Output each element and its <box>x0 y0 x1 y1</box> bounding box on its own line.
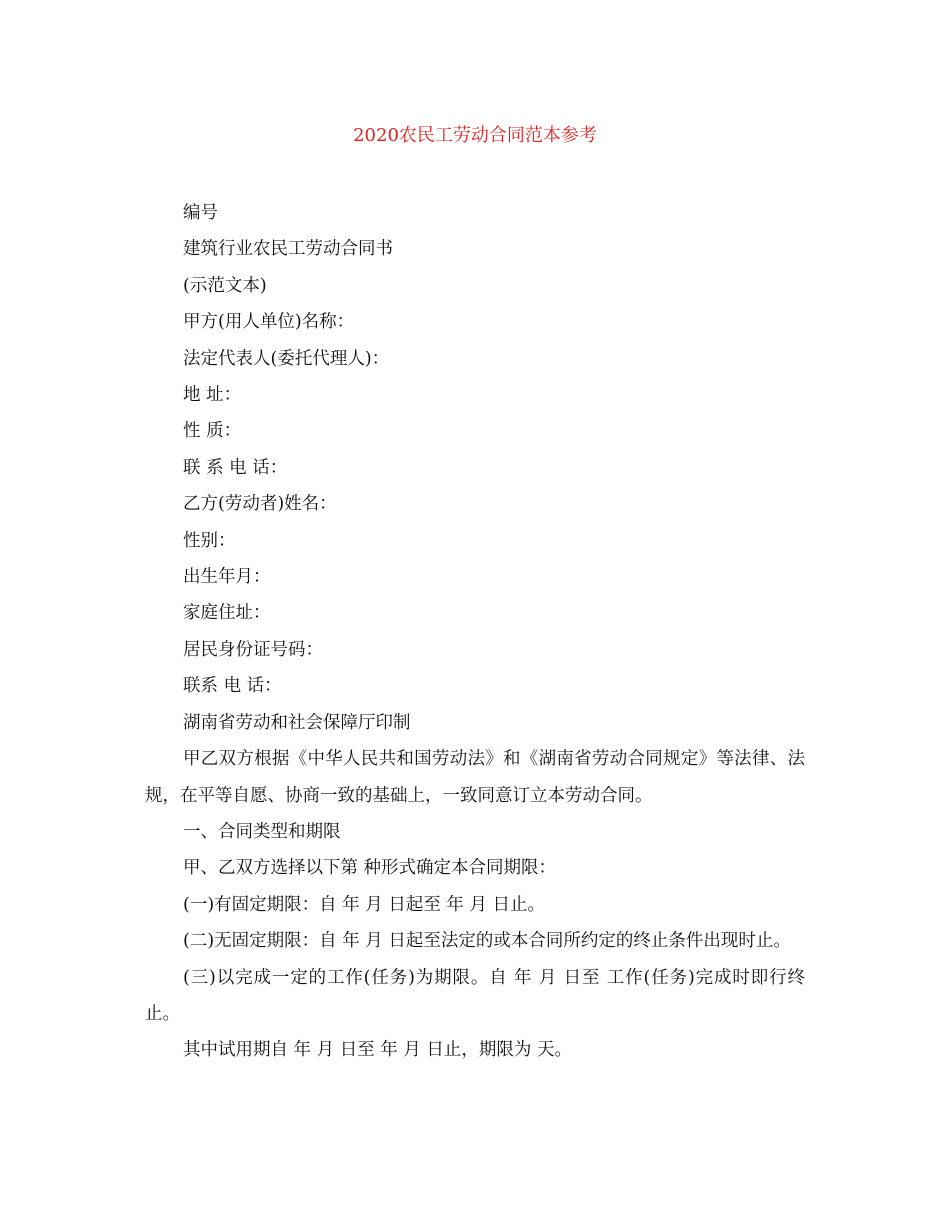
clause-task-term: (三)以完成一定的工作(任务)为期限。自 年 月 日至 工作(任务)完成时即行终止。 <box>145 967 805 1024</box>
paragraph-legal-representative: 法定代表人(委托代理人)： <box>183 348 390 369</box>
clause-fixed-term: (一)有固定期限：自 年 月 日起至 年 月 日止。 <box>183 894 546 915</box>
document-body <box>145 195 805 1069</box>
paragraph-home-address: 家庭住址： <box>183 603 271 624</box>
paragraph-birth-date: 出生年月： <box>183 567 271 588</box>
paragraph-gender: 性别： <box>183 530 236 551</box>
paragraph-printed-by: 湖南省劳动和社会保障厅印制 <box>183 712 411 733</box>
paragraph-party-b-phone: 联系 电 话： <box>183 676 282 697</box>
clause-open-term: (二)无固定期限：自 年 月 日起至法定的或本合同所约定的终止条件出现时止。 <box>183 931 791 952</box>
paragraph-contract-name: 建筑行业农民工劳动合同书 <box>183 239 393 260</box>
paragraph-party-b-name: 乙方(劳动者)姓名： <box>183 494 337 515</box>
clause-probation: 其中试用期自 年 月 日至 年 月 日止，期限为 天。 <box>183 1040 572 1061</box>
paragraph-template-note: (示范文本) <box>183 275 267 296</box>
paragraph-serial-number: 编号 <box>183 203 218 223</box>
paragraph-preamble: 甲乙双方根据《中华人民共和国劳动法》和《湖南省劳动合同规定》等法律、法规，在平等自愿、协商一致的基础上，一致同意订立本劳动合同。 <box>145 749 805 806</box>
paragraph-address: 地 址： <box>183 385 242 406</box>
section-heading-contract-type: 一、合同类型和期限 <box>183 821 341 842</box>
paragraph-nature: 性 质： <box>183 421 242 442</box>
paragraph-term-choice: 甲、乙双方选择以下第 种形式确定本合同期限： <box>183 858 557 879</box>
paragraph-id-number: 居民身份证号码： <box>183 639 323 660</box>
paragraph-party-a-name: 甲方(用人单位)名称： <box>183 312 355 333</box>
document-title: 2020农民工劳动合同范本参考 <box>353 125 597 146</box>
paragraph-party-a-phone: 联 系 电 话： <box>183 457 288 478</box>
